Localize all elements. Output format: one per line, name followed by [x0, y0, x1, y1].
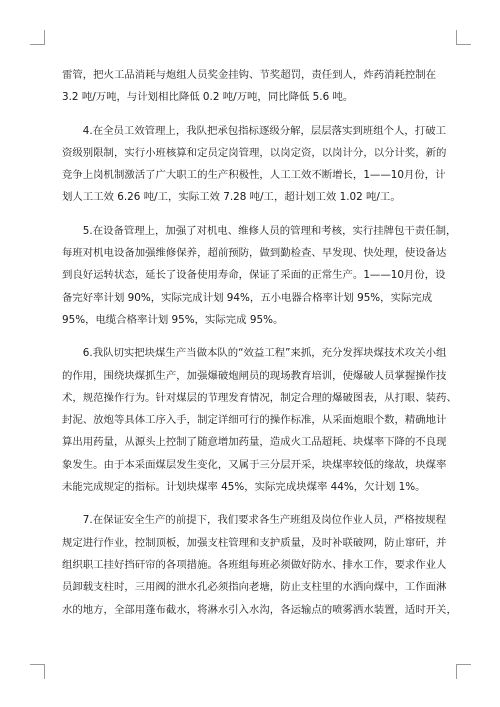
- text-line: 5.在设备管理上，加强了对机电、维修人员的管理和考核，实行挂牌包干责任制，: [62, 224, 457, 237]
- text-line: 象发生。由于本采面煤层发生变化，又属于三分层开采，块煤率较低的缘故，块煤率: [62, 458, 447, 471]
- text-line: 7.在保证安全生产的前提下，我们要求各生产班组及岗位作业人员，严格按规程: [62, 514, 446, 527]
- text-line: 算出用药量，从源头上控制了随意增加药量，造成火工品超耗、块煤率下降的不良现: [62, 436, 447, 449]
- text-line: 的作用，围绕块煤抓生产，加强爆破炮闸员的现场教育培训，使爆破人员掌握操作技: [62, 369, 447, 382]
- text-line: 水的地方，全部用蓬布截水，将淋水引入水沟，各运输点的喷雾洒水装置，适时开关，: [62, 603, 457, 616]
- text-line: 竞争上岗机制激活了广大职工的生产积极性，人工工效不断增长，1——10月份，计: [62, 169, 446, 182]
- text-line: 雷管，把火工品消耗与炮组人员奖金挂钩、节奖超罚，责任到人，炸药消耗控制在: [62, 69, 437, 81]
- text-line: 到良好运转状态，延长了设备使用寿命，保证了采面的正常生产。1——10月份，设: [62, 269, 446, 282]
- text-line: 划人工工效 6.26 吨/工，实际工效 7.28 吨/工，超计划工效 1.02 吨/工。: [62, 191, 401, 204]
- text-line: 规定进行作业，控制顶板，加强支柱管理和支护质量，及时补联破网，防止窜矸，并: [62, 536, 447, 549]
- paragraph: [62, 120, 447, 209]
- text-line: 员卸载支柱时，三用阀的泄水孔必须指向老塘，防止支柱里的水洒向煤中，工作面淋: [62, 581, 447, 594]
- paragraph: [62, 64, 440, 109]
- crop-mark-bottom-right: [456, 664, 471, 679]
- text-line: 术，规范操作行为。针对煤层的节理发育情况，制定合理的爆破图表，从打眼、装药、: [62, 391, 457, 404]
- paragraph: [62, 342, 457, 498]
- text-line: 未能完成规定的指标。计划块煤率 45%，实际完成块煤率 44%，欠计划 1%。: [62, 481, 426, 494]
- crop-mark-top-left: [30, 30, 45, 45]
- text-line: 3.2 吨/万吨，与计划相比降低 0.2 吨/万吨，同比降低 5.6 吨。: [62, 91, 354, 104]
- text-line: 资级别限制，实行小班核算和定员定岗管理，以岗定资，以岗计分，以分计奖，新的: [62, 146, 447, 159]
- paragraph: [62, 220, 457, 331]
- crop-mark-top-right: [456, 30, 471, 45]
- text-line: 95%，电缆合格率计划 95%，实际完成 95%。: [62, 313, 284, 326]
- body-text: [62, 64, 457, 621]
- text-line: 封泥、放炮等具体工序入手，制定详细可行的操作标准，从采面炮眼个数，精确地计: [62, 414, 447, 427]
- text-line: 4.在全员工效管理上，我队把承包指标逐级分解，层层落实到班组个人，打破工: [62, 124, 446, 137]
- paragraph: [62, 509, 457, 620]
- text-line: 6.我队切实把块煤生产当做本队的“效益工程”来抓，充分发挥块煤技术攻关小组: [62, 347, 447, 360]
- crop-mark-bottom-left: [30, 664, 45, 679]
- text-line: 备完好率计划 90%，实际完成计划 94%，五小电器合格率计划 95%，实际完成: [62, 291, 433, 304]
- text-line: 每班对机电设备加强维修保养，超前预防，做到勤检查、早发现、快处理，使设备达: [62, 247, 447, 260]
- text-line: 组织职工挂好挡矸帘的各项措施。各班组每班必须做好防水、排水工作，要求作业人: [62, 558, 447, 571]
